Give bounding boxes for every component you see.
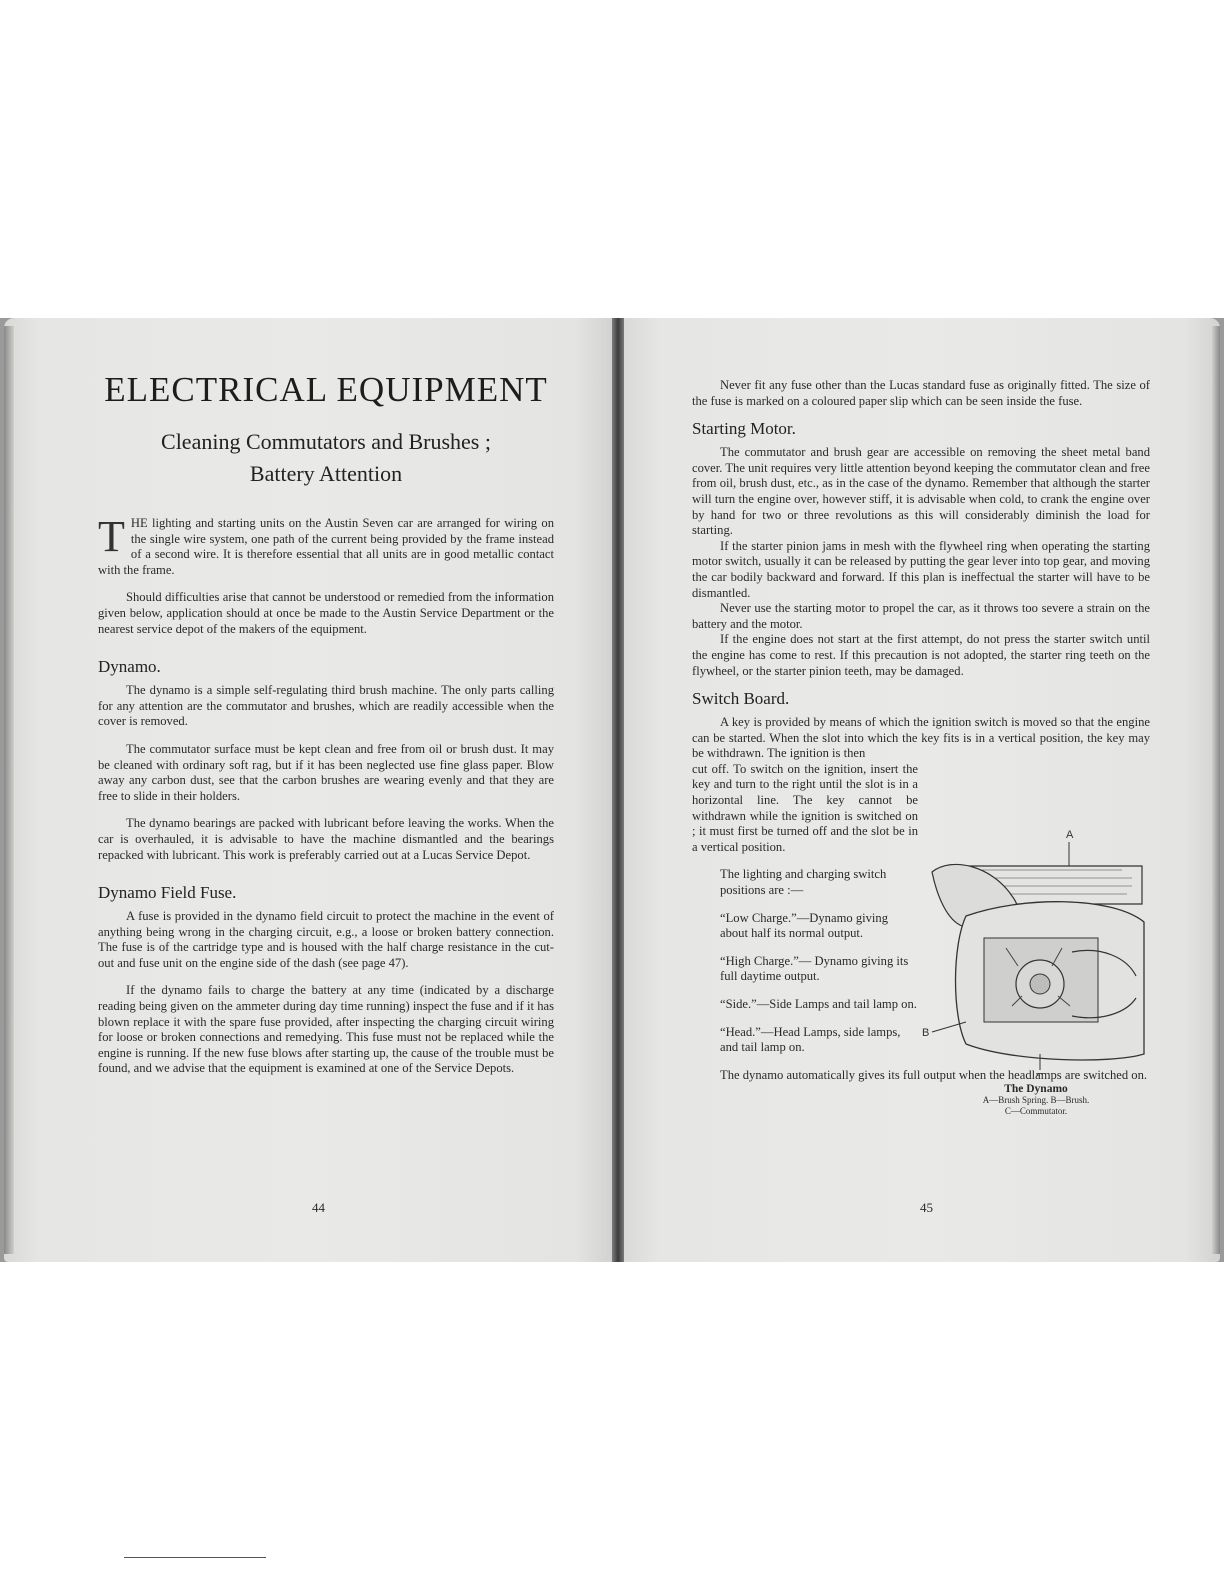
dynamo-paragraph-3: The dynamo bearings are packed with lubricant before leaving the works. When the car is overhauled, it is advisable to have the machine dismantled and the bearings repacked with lubricant. This work is preferably carried out at a Lucas Service Depot.	[98, 816, 554, 862]
drop-cap: T	[98, 512, 125, 561]
page-number-right: 45	[920, 1200, 933, 1215]
position-low-charge: “Low Charge.”—Dynamo giving about half its normal output.	[720, 910, 888, 941]
book-gutter	[612, 318, 624, 1262]
label-c	[1036, 1072, 1043, 1076]
switch-paragraph-1: A key is provided by means of which the ignition switch is moved so that the engine can be started. When the slot into which the key fits is in a vertical position, the key may be withdrawn. The ignition is then	[692, 715, 1150, 761]
dynamo-paragraph-1: The dynamo is a simple self-regulating third brush machine. The only parts calling for any attention are the commutator and brushes, which are readily accessible when the cover is removed.	[98, 683, 554, 729]
closing-paragraph: The dynamo automatically gives its full output when the headlamps are switched on.	[720, 1067, 1148, 1082]
position-high-charge: “High Charge.”— Dynamo giving its full daytime output.	[720, 953, 909, 984]
subtitle-line-1: Cleaning Commutators and Brushes ;	[161, 429, 491, 454]
heading-starting-motor: Starting Motor.	[692, 419, 796, 439]
figure-legend-line-1: A—Brush Spring. B—Brush.	[982, 1095, 1090, 1105]
page-number-left: 44	[312, 1200, 325, 1215]
chapter-title: ELECTRICAL EQUIPMENT	[104, 370, 548, 409]
right-page-edge	[1212, 326, 1220, 1254]
starting-paragraph-4: If the engine does not start at the first attempt, do not press the starter switch until the engine has come to rest. If this precaution is not adopted, the starter ring teeth on the flywheel, or the starter pinion teeth, may be damaged.	[692, 632, 1150, 678]
dynamo-paragraph-2: The commutator surface must be kept clean and free from oil or brush dust. It may be cleaned with ordinary soft rag, but if it has been neglected use fine glass paper. Blow away any carbon dust, see that the carbon brushes are wearing evenly and that they are free to slide in their holders.	[98, 741, 554, 803]
intro-text: HE lighting and starting units on the Austin Seven car are arranged for wiring on the single wire system, one path of the current being provided by the frame instead of a second wire. It is therefore essential that all units are in good metallic contact with the frame.	[98, 516, 554, 577]
difficulties-paragraph: Should difficulties arise that cannot be understood or remedied from the information given below, application should at once be made to the Austin Service Department or the nearest service depot of the makers of the equipment.	[98, 590, 554, 636]
fuse-paragraph-2: If the dynamo fails to charge the battery at any time (indicated by a discharge reading being given on the ammeter during day time running) inspect the fuse and if it has blown replace it with the spare fuse provided, after inspecting the charging circuit wiring for loose or broken connections and remedying. This fuse must not be replaced while the engine is running. If the new fuse blows after starting up, the cause of the trouble must be found, and we advise that the equipment is examined at one of the Service Depots.	[98, 983, 554, 1076]
left-page-edge	[4, 326, 14, 1254]
fuse-note-paragraph: Never fit any fuse other than the Lucas standard fuse as originally fitted. The size of the fuse is marked on a coloured paper slip which can be seen inside the fuse.	[692, 378, 1150, 408]
heading-dynamo-field-fuse: Dynamo Field Fuse.	[98, 883, 237, 903]
chapter-subtitle	[98, 426, 554, 490]
subtitle-line-2: Battery Attention	[249, 461, 403, 486]
label-b: B	[922, 1027, 930, 1039]
footer-rule	[124, 1557, 266, 1558]
figure-caption: The Dynamo	[1004, 1083, 1068, 1095]
dynamo-illustration	[922, 826, 1150, 1076]
book-spread	[0, 318, 1224, 1262]
starting-paragraph-1: The commutator and brush gear are accessible on removing the sheet metal band cover. The unit requires very little attention beyond keeping the commutator clean and free from oil, brush dust, etc., as in the case of the dynamo. Remember that although the starter will turn the engine over, however stiff, it is advisable when cold, to crank the engine over by hand for two or three revolutions as this will considerably diminish the load for starting.	[692, 445, 1150, 538]
starting-paragraph-2: If the starter pinion jams in mesh with the flywheel ring when operating the starting motor switch, usually it can be released by putting the gear lever into top gear, and moving the car bodily backward and forward. If this plan is ineffectual the starter will have to be dismantled.	[692, 538, 1150, 600]
position-side: “Side.”—Side Lamps and tail lamp on.	[720, 997, 917, 1011]
switch-positions-intro: The lighting and charging switch positions are :—	[720, 867, 887, 898]
heading-switch-board: Switch Board.	[692, 689, 790, 709]
intro-paragraph	[98, 512, 554, 578]
label-a: A	[1066, 829, 1074, 841]
left-page-column	[98, 370, 554, 1077]
switch-paragraph-continued: cut off. To switch on the ignition, insert the key and turn to the right until the slot is in a horizontal line. The key cannot be withdrawn while the ignition is switched on ; it must first be turned off and the slot be in a vertical position.	[692, 761, 918, 854]
position-head: “Head.”—Head Lamps, side lamps, and tail lamp on.	[720, 1024, 901, 1055]
heading-dynamo: Dynamo.	[98, 657, 161, 677]
right-page	[624, 318, 1220, 1262]
left-page	[4, 318, 612, 1262]
fuse-paragraph-1: A fuse is provided in the dynamo field circuit to protect the machine in the event of anything being wrong in the charging circuit, e.g., a loose or broken battery connection. The fuse is of the cartridge type and is housed with the half charge resistance in the cut-out and fuse unit on the engine side of the dash (see page 47).	[98, 909, 554, 970]
figure-legend-line-2: C—Commutator.	[1004, 1106, 1068, 1116]
dynamo-figure	[922, 826, 1150, 1116]
starting-paragraph-3: Never use the starting motor to propel the car, as it throws too severe a strain on the battery and the motor.	[692, 601, 1150, 631]
